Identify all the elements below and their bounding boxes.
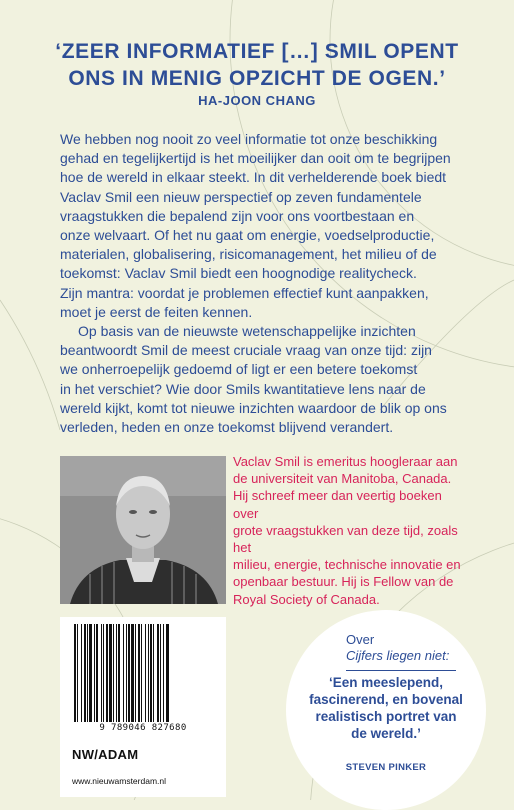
text-line: beantwoordt Smil de meest cruciale vraag van onze tijd: zijn [60, 342, 432, 359]
text-line: vraagstukken die bepalend zijn voor ons voortbestaan en [60, 207, 415, 224]
quote-line: ‘ZEER INFORMATIEF […] SMIL OPENT [55, 40, 459, 63]
reviewer-name: STEVEN PINKER [345, 762, 427, 773]
text-line: openbaar bestuur. Hij is Fellow van de [233, 574, 454, 590]
text-line: Hij schreef meer dan veertig boeken over [233, 488, 442, 521]
text-line: materialen, globalisering, risicomanagement, het milieu of de [60, 246, 437, 263]
text-line: wereld kijkt, komt tot nieuwe inzichten waardoor de blik op ons [60, 399, 447, 416]
text-line: in het verschiet? Wie door Smils kwantitatieve lens naar de [60, 380, 426, 397]
quote-line: ONS IN MENIG OPZICHT DE OGEN.’ [68, 67, 446, 90]
blurb-paragraph-1 [60, 130, 480, 322]
text-line: Vaclav Smil is emeritus hoogleraar aan [233, 454, 458, 469]
text-line: onze welvaart. Of het nu gaat om energie, voedselproductie, [60, 227, 435, 244]
review-quote [294, 674, 478, 742]
text-line: We hebben nog nooit zo veel informatie tot onze beschikking [60, 131, 438, 147]
review-book-title: Cijfers liegen niet: [346, 648, 450, 663]
review-divider [346, 670, 456, 671]
text-line: Vaclav Smil een nieuw perspectief op zeven fundamentele [60, 188, 422, 205]
blurb-text [60, 130, 480, 437]
text-line: verleden, heden en onze toekomst blijvend verandert. [60, 419, 394, 436]
text-line: ‘Een meeslepend, [328, 675, 444, 690]
blurb-paragraph-2 [60, 322, 480, 437]
text-line: grote vraagstukken van deze tijd, zoals het [233, 522, 458, 556]
review-circle [286, 610, 486, 810]
author-photo [60, 456, 226, 604]
text-line: Op basis van de nieuwste wetenschappelijke inzichten [78, 323, 416, 340]
text-line: Zijn mantra: voordat je problemen effectief kunt aanpakken, [60, 284, 429, 301]
publisher-url: www.nieuwamsterdam.nl [72, 776, 167, 786]
text-line: milieu, energie, technische innovatie en [233, 557, 461, 573]
isbn-barcode [72, 624, 214, 722]
text-line: Royal Society of Canada. [233, 591, 380, 607]
publisher-logo: NW/ADAM [72, 747, 139, 762]
author-bio [233, 453, 463, 608]
text-line: hoe de wereld in elkaar steekt. In dit verhelderende boek biedt [60, 169, 447, 186]
quote-author: HA-JOON CHANG [198, 93, 316, 108]
author-portrait-image [60, 456, 226, 604]
text-line: we onherroepelijk gedoemd of ligt er een betere toekomst [60, 361, 418, 378]
isbn-number: 9 789046 827680 [99, 723, 187, 733]
text-line: toekomst: Vaclav Smil biedt een hoognodige realitycheck. [60, 265, 417, 282]
text-line: de universiteit van Manitoba, Canada. [233, 471, 452, 487]
barcode-panel [60, 617, 226, 797]
text-line: gehad en tegelijkertijd is het moeilijker dan ooit om te begrijpen [60, 150, 451, 167]
review-over-label: Over [346, 632, 375, 647]
text-line: fascinerend, en bovenal [309, 692, 463, 707]
text-line: moet je eerst de feiten kennen. [60, 303, 253, 320]
text-line: de wereld.’ [351, 726, 421, 741]
text-line: realistisch portret van [315, 709, 457, 724]
front-quote [0, 38, 514, 92]
